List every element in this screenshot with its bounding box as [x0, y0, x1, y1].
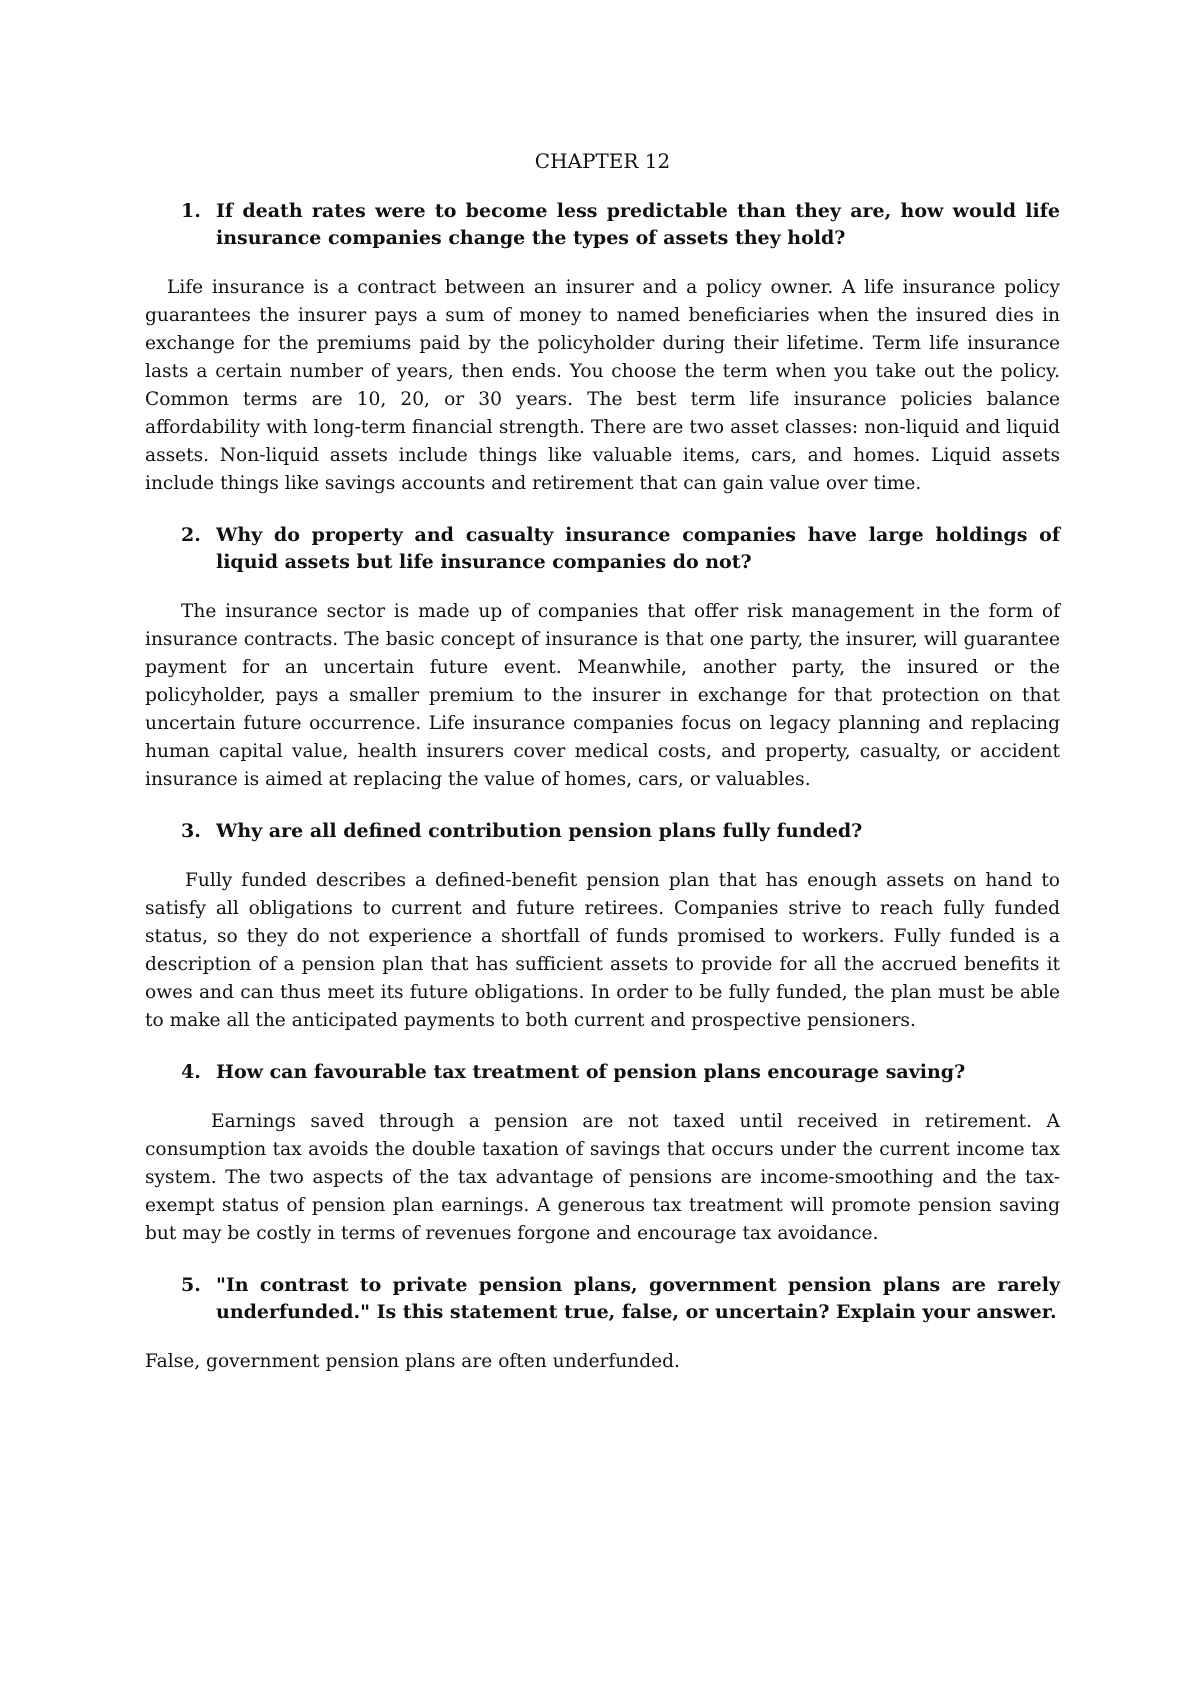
question-number: 2. — [181, 524, 201, 546]
answer-4: Earnings saved through a pension are not taxed until received in retirement. A consumption tax avoids the double taxation of savings that occurs under the current income tax system. The two aspects of the tax advantage of pensions are income-smoothing and the tax-exempt status of pension plan earnings. A generous tax treatment will promote pension saving but may be costly in terms of revenues forgone and encourage tax avoidance. — [145, 1111, 1060, 1244]
question-number: 4. — [181, 1061, 201, 1083]
question-4 — [145, 1059, 1060, 1086]
question-number: 3. — [181, 820, 201, 842]
answer-2: The insurance sector is made up of companies that offer risk management in the form of insurance contracts. The basic concept of insurance is that one party, the insurer, will guarantee payment for an uncertain future event. Meanwhile, another party, the insured or the policyholder, pays a smaller premium to the insurer in exchange for that protection on that uncertain future occurrence. Life insurance companies focus on legacy planning and replacing human capital value, health insurers cover medical costs, and property, casualty, or accident insurance is aimed at replacing the value of homes, cars, or valuables. — [145, 601, 1060, 790]
chapter-title: CHAPTER 12 — [534, 149, 671, 173]
answer-1: Life insurance is a contract between an insurer and a policy owner. A life insurance policy guarantees the insurer pays a sum of money to named beneficiaries when the insured dies in exchange for the premiums paid by the policyholder during their lifetime. Term life insurance lasts a certain number of years, then ends. You choose the term when you take out the policy. Common terms are 10, 20, or 30 years. The best term life insurance policies balance affordability with long-term financial strength. There are two asset classes: non-liquid and liquid assets. Non-liquid assets include things like valuable items, cars, and homes. Liquid assets include things like savings accounts and retirement that can gain value over time. — [145, 277, 1060, 494]
question-text: If death rates were to become less predictable than they are, how would life insurance companies change the types of assets they hold? — [216, 200, 1060, 249]
question-number: 1. — [181, 200, 201, 222]
question-3 — [145, 818, 1060, 845]
question-5 — [145, 1272, 1060, 1326]
question-text: How can favourable tax treatment of pension plans encourage saving? — [216, 1061, 966, 1083]
question-text: Why do property and casualty insurance companies have large holdings of liquid assets but life insurance companies do not? — [216, 524, 1060, 573]
document-page — [145, 150, 1060, 1400]
question-text: Why are all defined contribution pension plans fully funded? — [216, 820, 863, 842]
question-1 — [145, 198, 1060, 252]
question-text: "In contrast to private pension plans, government pension plans are rarely underfunded." Is this statement true, false, or uncertain? Explain your answer. — [216, 1274, 1060, 1323]
question-number: 5. — [181, 1274, 201, 1296]
question-2 — [145, 522, 1060, 576]
answer-3: Fully funded describes a defined-benefit pension plan that has enough assets on hand to satisfy all obligations to current and future retirees. Companies strive to reach fully funded status, so they do not experience a shortfall of funds promised to workers. Fully funded is a description of a pension plan that has sufficient assets to provide for all the accrued benefits it owes and can thus meet its future obligations. In order to be fully funded, the plan must be able to make all the anticipated payments to both current and prospective pensioners. — [145, 870, 1060, 1031]
answer-5: False, government pension plans are often underfunded. — [145, 1351, 680, 1372]
